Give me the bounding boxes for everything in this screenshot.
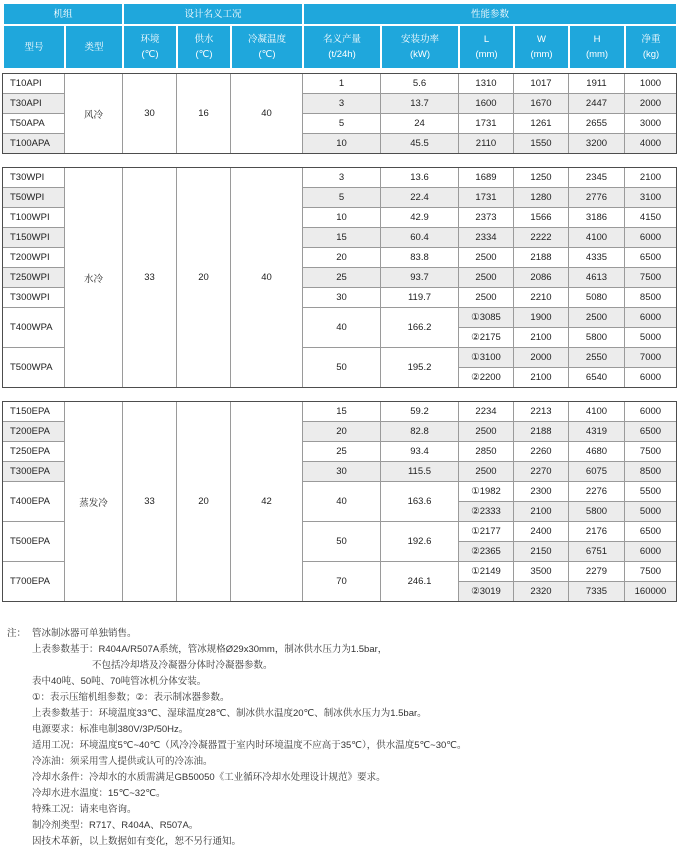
cell-condensing-temp: 40: [231, 168, 303, 388]
note-line-2: 上表参数基于：R404A/R507A系统，管冰规格Ø29x30mm，制冰供水压力为1.5bar，: [32, 644, 388, 655]
cell-type: 风冷: [65, 74, 123, 154]
cell-width: 2260: [514, 442, 569, 462]
header-col-title: 净重: [641, 34, 661, 45]
cell-net-weight: 5000: [625, 328, 677, 348]
cell-length: 2500: [459, 422, 514, 442]
header-col-unit: (℃): [141, 49, 159, 60]
header-band-row: [3, 3, 677, 25]
cell-net-weight: 6000: [625, 368, 677, 388]
cell-height: 7335: [569, 582, 625, 602]
spec-header-table: [2, 2, 678, 70]
cell-net-weight: 4150: [625, 208, 677, 228]
header-col-title: H: [593, 34, 601, 45]
cell-nominal-capacity: 15: [303, 228, 381, 248]
cell-width: 2000: [514, 348, 569, 368]
note-line-7: 电源要求：标准电制380V/3P/50Hz。: [32, 724, 189, 735]
header-col-title: W: [537, 34, 546, 45]
cell-model: T150WPI: [3, 228, 65, 248]
cell-net-weight: 7500: [625, 562, 677, 582]
header-col-unit: (℃): [195, 49, 213, 60]
cell-net-weight: 6500: [625, 248, 677, 268]
cell-height: 2279: [569, 562, 625, 582]
cell-net-weight: 160000: [625, 582, 677, 602]
cell-nominal-capacity: 15: [303, 402, 381, 422]
spec-sheet: [2, 2, 678, 850]
cell-installed-power: 192.6: [381, 522, 459, 562]
cell-height: 3200: [569, 134, 625, 154]
cell-model: T500WPA: [3, 348, 65, 388]
header-col-title: L: [483, 34, 490, 45]
cell-width: 2320: [514, 582, 569, 602]
cell-nominal-capacity: 1: [303, 74, 381, 94]
cell-width: 1280: [514, 188, 569, 208]
cell-net-weight: 7000: [625, 348, 677, 368]
cell-length: ①2177: [459, 522, 514, 542]
cell-installed-power: 166.2: [381, 308, 459, 348]
cell-width: 1261: [514, 114, 569, 134]
cell-width: 2270: [514, 462, 569, 482]
cell-length: ②2333: [459, 502, 514, 522]
header-col-6: [303, 25, 381, 69]
note-line-10: 冷却水条件：冷却水的水质需满足GB50050《工业循环冷却水处理设计规范》要求。: [32, 772, 386, 783]
cell-width: 2222: [514, 228, 569, 248]
cell-nominal-capacity: 30: [303, 462, 381, 482]
cell-type: 蒸发冷: [65, 402, 123, 602]
cell-width: 1566: [514, 208, 569, 228]
cell-nominal-capacity: 25: [303, 442, 381, 462]
cell-width: 1550: [514, 134, 569, 154]
header-col-unit: (kW): [409, 49, 431, 60]
cell-height: 3186: [569, 208, 625, 228]
cell-width: 1670: [514, 94, 569, 114]
cell-model: T400WPA: [3, 308, 65, 348]
cell-length: 2234: [459, 402, 514, 422]
cell-height: 4100: [569, 402, 625, 422]
cell-height: 2550: [569, 348, 625, 368]
header-col-9: [514, 25, 569, 69]
cell-model: T10API: [3, 74, 65, 94]
cell-length: ②3019: [459, 582, 514, 602]
cell-height: 4100: [569, 228, 625, 248]
note-text: 管冰制冰器可单独销售。: [32, 628, 137, 639]
cell-condensing-temp: 42: [231, 402, 303, 602]
cell-ambient-temp: 30: [123, 74, 177, 154]
spec-group-table-2: [2, 167, 677, 388]
cell-installed-power: 60.4: [381, 228, 459, 248]
cell-length: 2500: [459, 288, 514, 308]
cell-length: 2850: [459, 442, 514, 462]
cell-length: 1689: [459, 168, 514, 188]
cell-model: T150EPA: [3, 402, 65, 422]
cell-net-weight: 8500: [625, 462, 677, 482]
cell-installed-power: 59.2: [381, 402, 459, 422]
header-col-title: 型号: [24, 41, 44, 53]
cell-length: ①3085: [459, 308, 514, 328]
cell-height: 5080: [569, 288, 625, 308]
cell-width: 2086: [514, 268, 569, 288]
header-col-4: [177, 25, 231, 69]
cell-net-weight: 6000: [625, 542, 677, 562]
spec-groups: [2, 73, 678, 602]
cell-nominal-capacity: 10: [303, 134, 381, 154]
cell-nominal-capacity: 5: [303, 114, 381, 134]
cell-model: T100WPI: [3, 208, 65, 228]
cell-installed-power: 115.5: [381, 462, 459, 482]
cell-height: 2447: [569, 94, 625, 114]
cell-nominal-capacity: 70: [303, 562, 381, 602]
header-col-10: [569, 25, 625, 69]
note-line-6: 上表参数基于：环境温度33℃、湿球温度28℃、制冰供水温度20℃、制冰供水压力为1.5bar。: [32, 708, 427, 719]
cell-length: ②2365: [459, 542, 514, 562]
cell-net-weight: 3100: [625, 188, 677, 208]
cell-width: 2100: [514, 368, 569, 388]
notes: [2, 626, 678, 850]
cell-nominal-capacity: 50: [303, 348, 381, 388]
cell-height: 6540: [569, 368, 625, 388]
cell-net-weight: 2000: [625, 94, 677, 114]
cell-width: 3500: [514, 562, 569, 582]
cell-height: 2500: [569, 308, 625, 328]
cell-installed-power: 163.6: [381, 482, 459, 522]
header-col-unit: (mm): [475, 49, 498, 60]
note-line-11: 冷却水进水温度：15℃~32℃。: [32, 788, 166, 799]
cell-length: ②2200: [459, 368, 514, 388]
cell-nominal-capacity: 3: [303, 168, 381, 188]
cell-height: 6751: [569, 542, 625, 562]
header-band-2: 设计名义工况: [123, 3, 303, 25]
cell-model: T250EPA: [3, 442, 65, 462]
header-col-title: 供水: [194, 34, 214, 45]
spec-row: [3, 74, 677, 94]
cell-net-weight: 6500: [625, 522, 677, 542]
header-band-3: 性能参数: [303, 3, 677, 25]
note-line-3: 不包括冷却塔及冷凝器分体时冷凝器参数。: [92, 660, 273, 671]
cell-net-weight: 5500: [625, 482, 677, 502]
header-col-7: [381, 25, 459, 69]
cell-length: 1731: [459, 188, 514, 208]
cell-net-weight: 3000: [625, 114, 677, 134]
cell-installed-power: 13.6: [381, 168, 459, 188]
note-line-5: ①：表示压缩机组参数；②：表示制冰器参数。: [32, 692, 230, 703]
cell-width: 2100: [514, 502, 569, 522]
cell-installed-power: 42.9: [381, 208, 459, 228]
cell-installed-power: 24: [381, 114, 459, 134]
cell-width: 2150: [514, 542, 569, 562]
cell-model: T50APA: [3, 114, 65, 134]
header-col-3: [123, 25, 177, 69]
cell-height: 4319: [569, 422, 625, 442]
cell-height: 1911: [569, 74, 625, 94]
cell-length: ①2149: [459, 562, 514, 582]
cell-length: 1310: [459, 74, 514, 94]
cell-length: ①1982: [459, 482, 514, 502]
cell-nominal-capacity: 20: [303, 422, 381, 442]
cell-installed-power: 5.6: [381, 74, 459, 94]
cell-model: T200EPA: [3, 422, 65, 442]
cell-length: 1600: [459, 94, 514, 114]
note-line-9: 冷冻油：须采用雪人提供或认可的冷冻油。: [32, 756, 213, 767]
cell-model: T500EPA: [3, 522, 65, 562]
cell-model: T300WPI: [3, 288, 65, 308]
header-col-8: [459, 25, 514, 69]
cell-height: 4335: [569, 248, 625, 268]
cell-length: 1731: [459, 114, 514, 134]
cell-net-weight: 6000: [625, 402, 677, 422]
header-col-unit: (mm): [585, 49, 609, 60]
cell-height: 2345: [569, 168, 625, 188]
header-col-11: [625, 25, 677, 69]
header-col-unit: (℃): [258, 49, 276, 60]
cell-nominal-capacity: 50: [303, 522, 381, 562]
header-cols-row: [3, 25, 677, 69]
cell-ambient-temp: 33: [123, 402, 177, 602]
spec-group-table-3: [2, 401, 677, 602]
note-line-8: 适用工况：环境温度5℃~40℃（风冷冷凝器置于室内时环境温度不应高于35℃），供水温度5℃~30℃。: [32, 740, 467, 751]
header-col-title: 环境: [140, 34, 160, 45]
cell-net-weight: 7500: [625, 268, 677, 288]
cell-length: 2500: [459, 248, 514, 268]
cell-height: 5800: [569, 502, 625, 522]
cell-nominal-capacity: 40: [303, 482, 381, 522]
cell-ambient-temp: 33: [123, 168, 177, 388]
cell-model: T300EPA: [3, 462, 65, 482]
cell-width: 2213: [514, 402, 569, 422]
cell-width: 1900: [514, 308, 569, 328]
header-col-unit: (kg): [642, 49, 660, 60]
note-label: 注：: [7, 628, 27, 639]
cell-supply-water-temp: 16: [177, 74, 231, 154]
cell-installed-power: 82.8: [381, 422, 459, 442]
cell-installed-power: 246.1: [381, 562, 459, 602]
header-col-1: [3, 25, 65, 69]
cell-installed-power: 195.2: [381, 348, 459, 388]
header-col-2: [65, 25, 123, 69]
cell-type: 水冷: [65, 168, 123, 388]
cell-net-weight: 6500: [625, 422, 677, 442]
cell-height: 2276: [569, 482, 625, 502]
cell-height: 4680: [569, 442, 625, 462]
cell-model: T30WPI: [3, 168, 65, 188]
cell-nominal-capacity: 3: [303, 94, 381, 114]
cell-installed-power: 93.7: [381, 268, 459, 288]
header-band-1: 机组: [3, 3, 123, 25]
cell-length: 2334: [459, 228, 514, 248]
cell-height: 4613: [569, 268, 625, 288]
cell-supply-water-temp: 20: [177, 168, 231, 388]
cell-net-weight: 2100: [625, 168, 677, 188]
cell-nominal-capacity: 40: [303, 308, 381, 348]
cell-length: ①3100: [459, 348, 514, 368]
cell-installed-power: 22.4: [381, 188, 459, 208]
cell-net-weight: 8500: [625, 288, 677, 308]
cell-net-weight: 5000: [625, 502, 677, 522]
cell-model: T400EPA: [3, 482, 65, 522]
cell-width: 1017: [514, 74, 569, 94]
cell-net-weight: 7500: [625, 442, 677, 462]
cell-net-weight: 6000: [625, 228, 677, 248]
cell-nominal-capacity: 20: [303, 248, 381, 268]
cell-model: T700EPA: [3, 562, 65, 602]
header-col-title: 名义产量: [323, 34, 362, 45]
header-col-title: 冷凝温度: [248, 34, 287, 45]
note-line-13: 制冷剂类型：R717、R404A、R507A。: [32, 820, 199, 831]
cell-height: 5800: [569, 328, 625, 348]
cell-nominal-capacity: 30: [303, 288, 381, 308]
header-col-unit: (t/24h): [328, 49, 356, 60]
cell-length: 2373: [459, 208, 514, 228]
cell-height: 6075: [569, 462, 625, 482]
cell-width: 2400: [514, 522, 569, 542]
cell-height: 2655: [569, 114, 625, 134]
cell-height: 2176: [569, 522, 625, 542]
cell-length: ②2175: [459, 328, 514, 348]
cell-supply-water-temp: 20: [177, 402, 231, 602]
note-line-4: 表中40吨、50吨、70吨管冰机分体安装。: [32, 676, 207, 687]
note-line-12: 特殊工况：请来电咨询。: [32, 804, 137, 815]
header-col-5: [231, 25, 303, 69]
cell-net-weight: 4000: [625, 134, 677, 154]
cell-length: 2110: [459, 134, 514, 154]
cell-installed-power: 93.4: [381, 442, 459, 462]
spec-row: [3, 402, 677, 422]
cell-width: 2100: [514, 328, 569, 348]
cell-model: T250WPI: [3, 268, 65, 288]
spec-group-table-1: [2, 73, 677, 154]
header-col-unit: (mm): [530, 49, 553, 60]
cell-width: 2210: [514, 288, 569, 308]
cell-width: 1250: [514, 168, 569, 188]
header-col-title: 安装功率: [401, 34, 440, 45]
cell-height: 2776: [569, 188, 625, 208]
header-col-title: 类型: [84, 41, 104, 53]
cell-length: 2500: [459, 462, 514, 482]
cell-nominal-capacity: 25: [303, 268, 381, 288]
cell-model: T100APA: [3, 134, 65, 154]
cell-nominal-capacity: 10: [303, 208, 381, 228]
cell-nominal-capacity: 5: [303, 188, 381, 208]
cell-width: 2188: [514, 422, 569, 442]
cell-condensing-temp: 40: [231, 74, 303, 154]
cell-installed-power: 119.7: [381, 288, 459, 308]
cell-model: T50WPI: [3, 188, 65, 208]
cell-length: 2500: [459, 268, 514, 288]
cell-width: 2300: [514, 482, 569, 502]
cell-width: 2188: [514, 248, 569, 268]
cell-installed-power: 45.5: [381, 134, 459, 154]
note-line-14: 因技术革新，以上数据如有变化，恕不另行通知。: [32, 836, 242, 847]
cell-net-weight: 6000: [625, 308, 677, 328]
spec-row: [3, 168, 677, 188]
cell-net-weight: 1000: [625, 74, 677, 94]
cell-model: T200WPI: [3, 248, 65, 268]
cell-installed-power: 13.7: [381, 94, 459, 114]
cell-installed-power: 83.8: [381, 248, 459, 268]
cell-model: T30API: [3, 94, 65, 114]
note-line-1: [7, 626, 678, 642]
